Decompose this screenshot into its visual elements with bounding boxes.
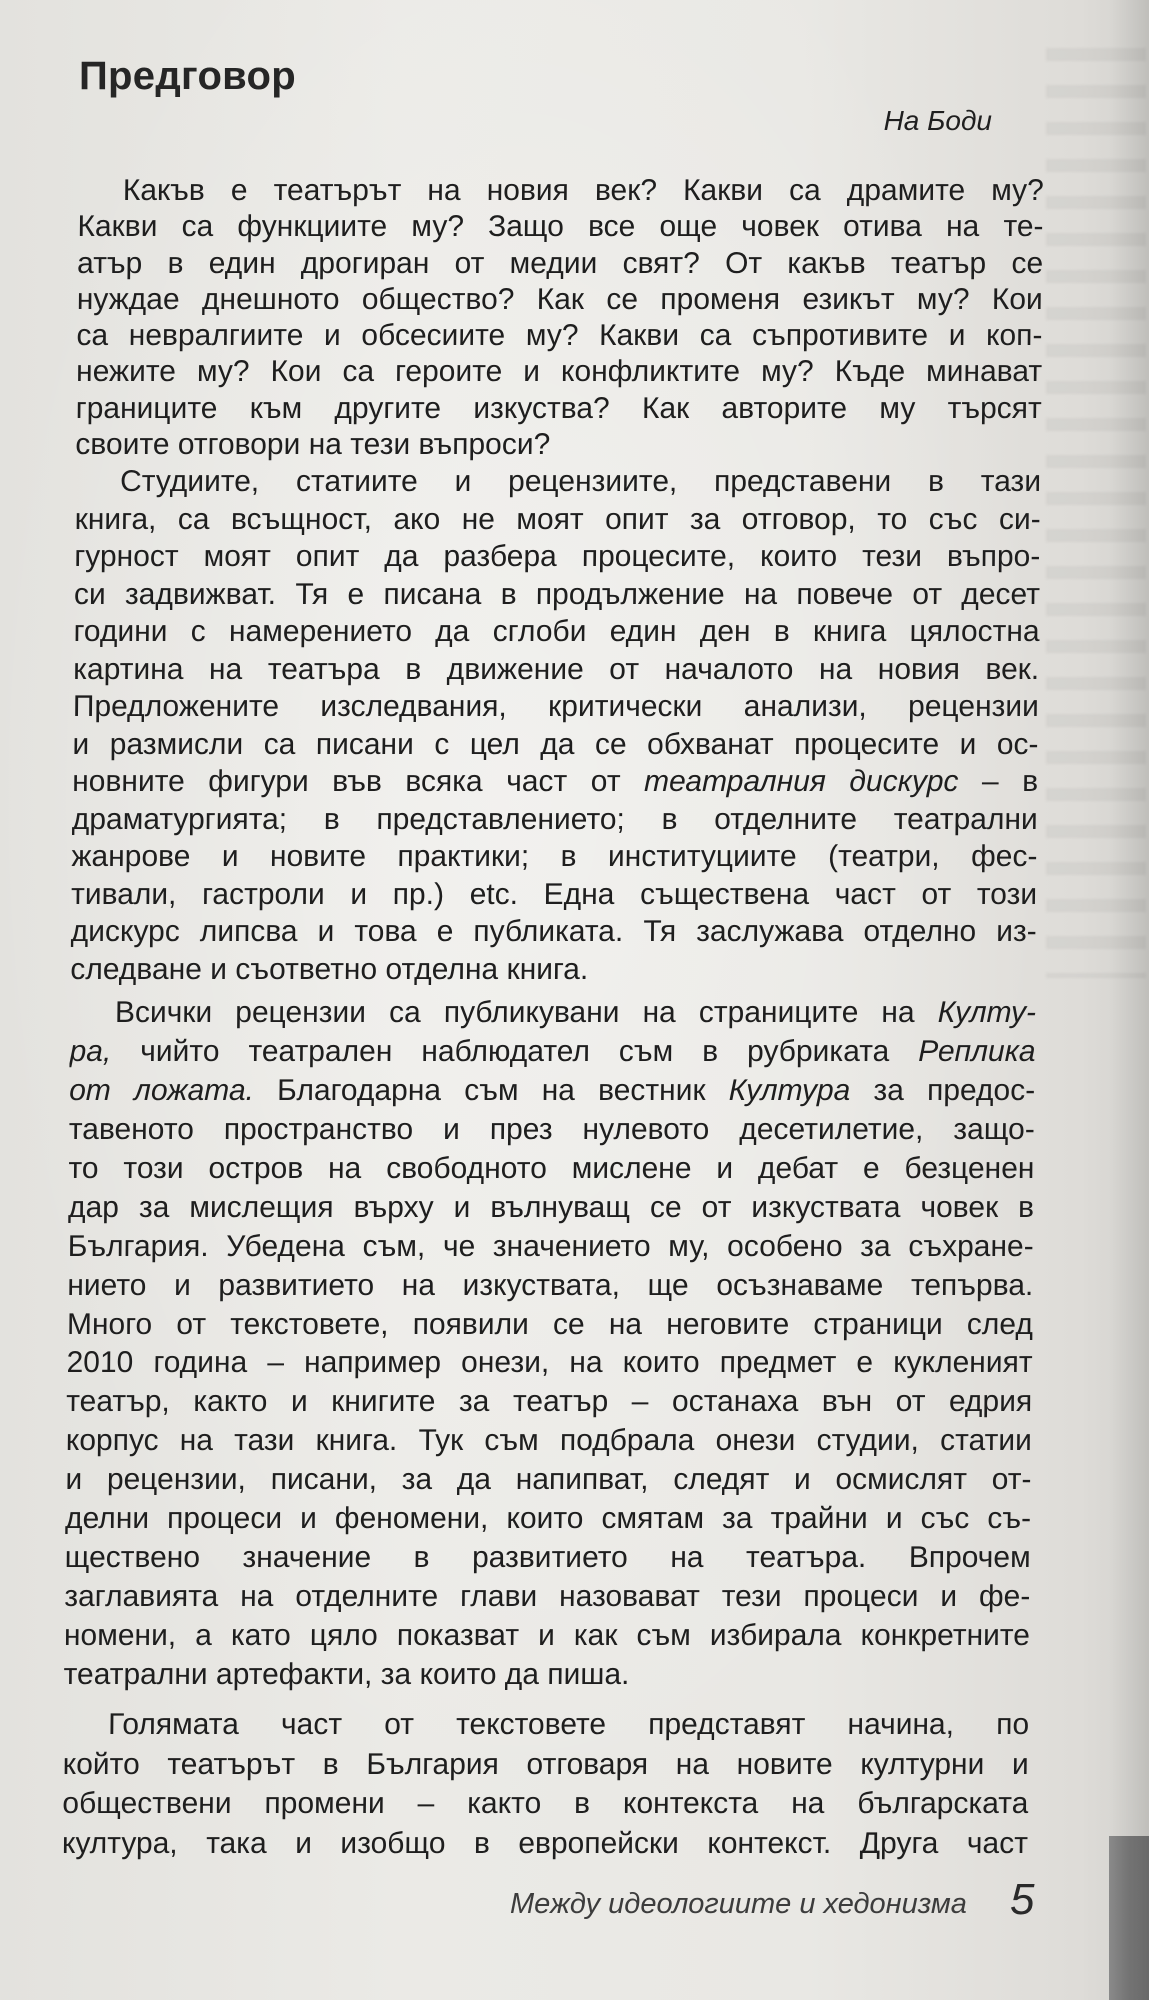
text-segment: който театърът в България отговаря на новите културни и (62, 1747, 1029, 1781)
text-segment: заглавията на отделните глави назовават тези процеси и фе- (64, 1579, 1031, 1613)
text-line (66, 1383, 1032, 1422)
text-segment: атър в един дрогиран от медии свят? От какъв театър се (76, 246, 1044, 280)
text-line (67, 1267, 1033, 1306)
italic-text: ра, (69, 1035, 112, 1069)
italic-text: Култу- (937, 996, 1037, 1030)
text-line (65, 1539, 1031, 1578)
text-segment: тавеното пространство и през нулевото десетилетие, защо- (68, 1113, 1035, 1147)
text-line (77, 209, 1043, 245)
text-line (73, 613, 1039, 651)
text-line (67, 1306, 1033, 1345)
paragraph (63, 994, 1036, 1694)
text-line (68, 1189, 1034, 1228)
text-segment: нуждае днешното общество? Как се променя езикът му? Кои (76, 282, 1043, 316)
text-line (74, 576, 1040, 614)
paragraph (70, 463, 1041, 988)
text-segment: Предложените изследвания, критически анализи, рецензии (72, 690, 1040, 724)
text-segment: корпус на тази книга. Тук съм подбрала онези студии, статии (65, 1424, 1032, 1458)
text-segment: картина на театъра в движение от началото на новия век. (73, 652, 1040, 686)
text-line (68, 1150, 1034, 1189)
text-segment: Благодарна съм на вестник (253, 1074, 729, 1108)
text-line (65, 1500, 1031, 1539)
text-segment: дискурс липсва и това е публиката. Тя заслужава отделно из- (70, 915, 1037, 949)
text-line (71, 876, 1037, 914)
italic-text: Реплика (918, 1035, 1036, 1069)
text-line (69, 1072, 1035, 1111)
text-segment: си задвижват. Тя е писана в продължение на повече от десет (73, 577, 1041, 611)
running-footer-title: Между идеологиите и хедонизма (510, 1888, 967, 1920)
text-segment: Много от текстовете, появили се на неговите страници след (66, 1307, 1034, 1341)
text-line (65, 1461, 1031, 1500)
text-segment: границите към другите изкуства? Как авторите му търсят (75, 391, 1042, 425)
text-line (73, 688, 1039, 726)
text-line (76, 318, 1042, 354)
text-line (71, 913, 1037, 951)
text-segment: години с намерението да сглоби един ден в книга цялостна (73, 615, 1040, 649)
text-segment: култура, така и изобщо в европейски контекст. Друга част (61, 1826, 1029, 1860)
text-segment: то този остров на свободното мислене и дебат е безценен (68, 1151, 1035, 1185)
text-segment: следване и съответно отделна книга. (70, 952, 589, 986)
text-segment: са невралгиите и обсесиите му? Какви са съпротивите и коп- (76, 319, 1043, 353)
page-edge-tab (1109, 1836, 1149, 2000)
text-line (73, 651, 1039, 689)
text-line (76, 391, 1042, 427)
text-segment: гурност моят опит да разбера процесите, които тези въпро- (74, 540, 1041, 574)
text-segment: театър, както и книгите за театър – останаха вън от едрия (66, 1385, 1033, 1419)
text-line (69, 1033, 1035, 1072)
page-number: 5 (1010, 1875, 1035, 1924)
text-line (66, 1344, 1032, 1383)
text-line (64, 1617, 1030, 1656)
text-line (75, 427, 1041, 463)
page-title: Предговор (79, 54, 297, 98)
text-line (63, 1705, 1029, 1745)
text-segment: Голямата част от текстовете представят начина, по (107, 1708, 1030, 1742)
text-segment: делни процеси и феномени, които смятам за трайни и със съ- (64, 1501, 1032, 1535)
text-segment: тивали, гастроли и пр.) etc. Една съществена част от този (70, 877, 1038, 911)
text-line (72, 801, 1038, 839)
text-line (63, 1656, 1029, 1695)
text-line (72, 726, 1038, 764)
text-line (78, 173, 1044, 209)
text-segment: книга, са всъщност, ако не моят опит за отговор, то със си- (74, 502, 1041, 536)
paragraph (75, 173, 1044, 463)
text-line (70, 994, 1036, 1033)
text-line (63, 1745, 1029, 1785)
text-segment: и размисли са писани с цел да се обхванат процесите и ос- (72, 727, 1039, 761)
text-segment: обществени промени – както в контекста на българската (62, 1787, 1029, 1821)
italic-text: театралния дискурс (643, 765, 959, 799)
paragraph (62, 1705, 1030, 1863)
text-line (76, 354, 1042, 390)
text-segment: Какъв е театърът на новия век? Какви са драмите му? (122, 174, 1044, 207)
text-segment: Какви са функциите му? Защо все още човек отива на те- (77, 210, 1044, 244)
page-edge-shadow (1109, 0, 1149, 2000)
text-segment: нежите му? Кои са героите и конфликтите му? Къде минават (75, 355, 1043, 389)
text-segment: Студиите, статиите и рецензиите, представени в тази (119, 465, 1042, 499)
text-segment: за предос- (850, 1074, 1036, 1108)
italic-text: от ложата. (69, 1074, 255, 1108)
text-segment: Всички рецензии са публикувани на страниците на (114, 996, 938, 1030)
text-segment: и рецензии, писани, за да напипват, следят и осмислят от- (65, 1463, 1032, 1497)
text-line (69, 1111, 1035, 1150)
text-line (74, 538, 1040, 576)
text-line (71, 838, 1037, 876)
body-text (62, 173, 1044, 1863)
text-segment: своите отговори на тези въпроси? (75, 428, 551, 462)
text-segment: жанрове и новите практики; в институциите (театри, фес- (71, 840, 1038, 874)
text-line (68, 1228, 1034, 1267)
text-segment: чийто театрален наблюдател съм в рубриката (111, 1035, 919, 1069)
text-segment: ществено значение в развитието на театъра. Впрочем (64, 1540, 1031, 1574)
text-segment: България. Убедена съм, че значението му, особено за съхране- (67, 1229, 1034, 1263)
dedication: На Боди (883, 105, 992, 136)
text-line (77, 282, 1043, 318)
text-segment: новните фигури във всяка част от (71, 765, 645, 799)
text-line (72, 763, 1038, 801)
text-line (74, 501, 1040, 539)
text-segment: театрални артефакти, за които да пиша. (63, 1657, 630, 1691)
text-segment: номени, а като цяло показват и как съм избирала конкретните (63, 1618, 1031, 1652)
text-segment: дар за мислещия върху и вълнуващ се от изкуствата човек в (67, 1190, 1035, 1224)
text-line (77, 246, 1043, 282)
text-segment: нието и развитието на изкуствата, ще осъзнаваме тепърва. (67, 1268, 1034, 1302)
text-line (66, 1422, 1032, 1461)
text-segment: драматургията; в представлението; в отделните театрални (71, 802, 1038, 836)
text-segment: – в (958, 765, 1039, 799)
text-line (62, 1824, 1028, 1864)
italic-text: Култура (728, 1074, 851, 1108)
text-line (75, 463, 1041, 501)
text-segment: 2010 година – например онези, на които предмет е кукленият (66, 1346, 1033, 1380)
text-line (62, 1784, 1028, 1824)
text-line (64, 1578, 1030, 1617)
text-line (70, 951, 1036, 989)
